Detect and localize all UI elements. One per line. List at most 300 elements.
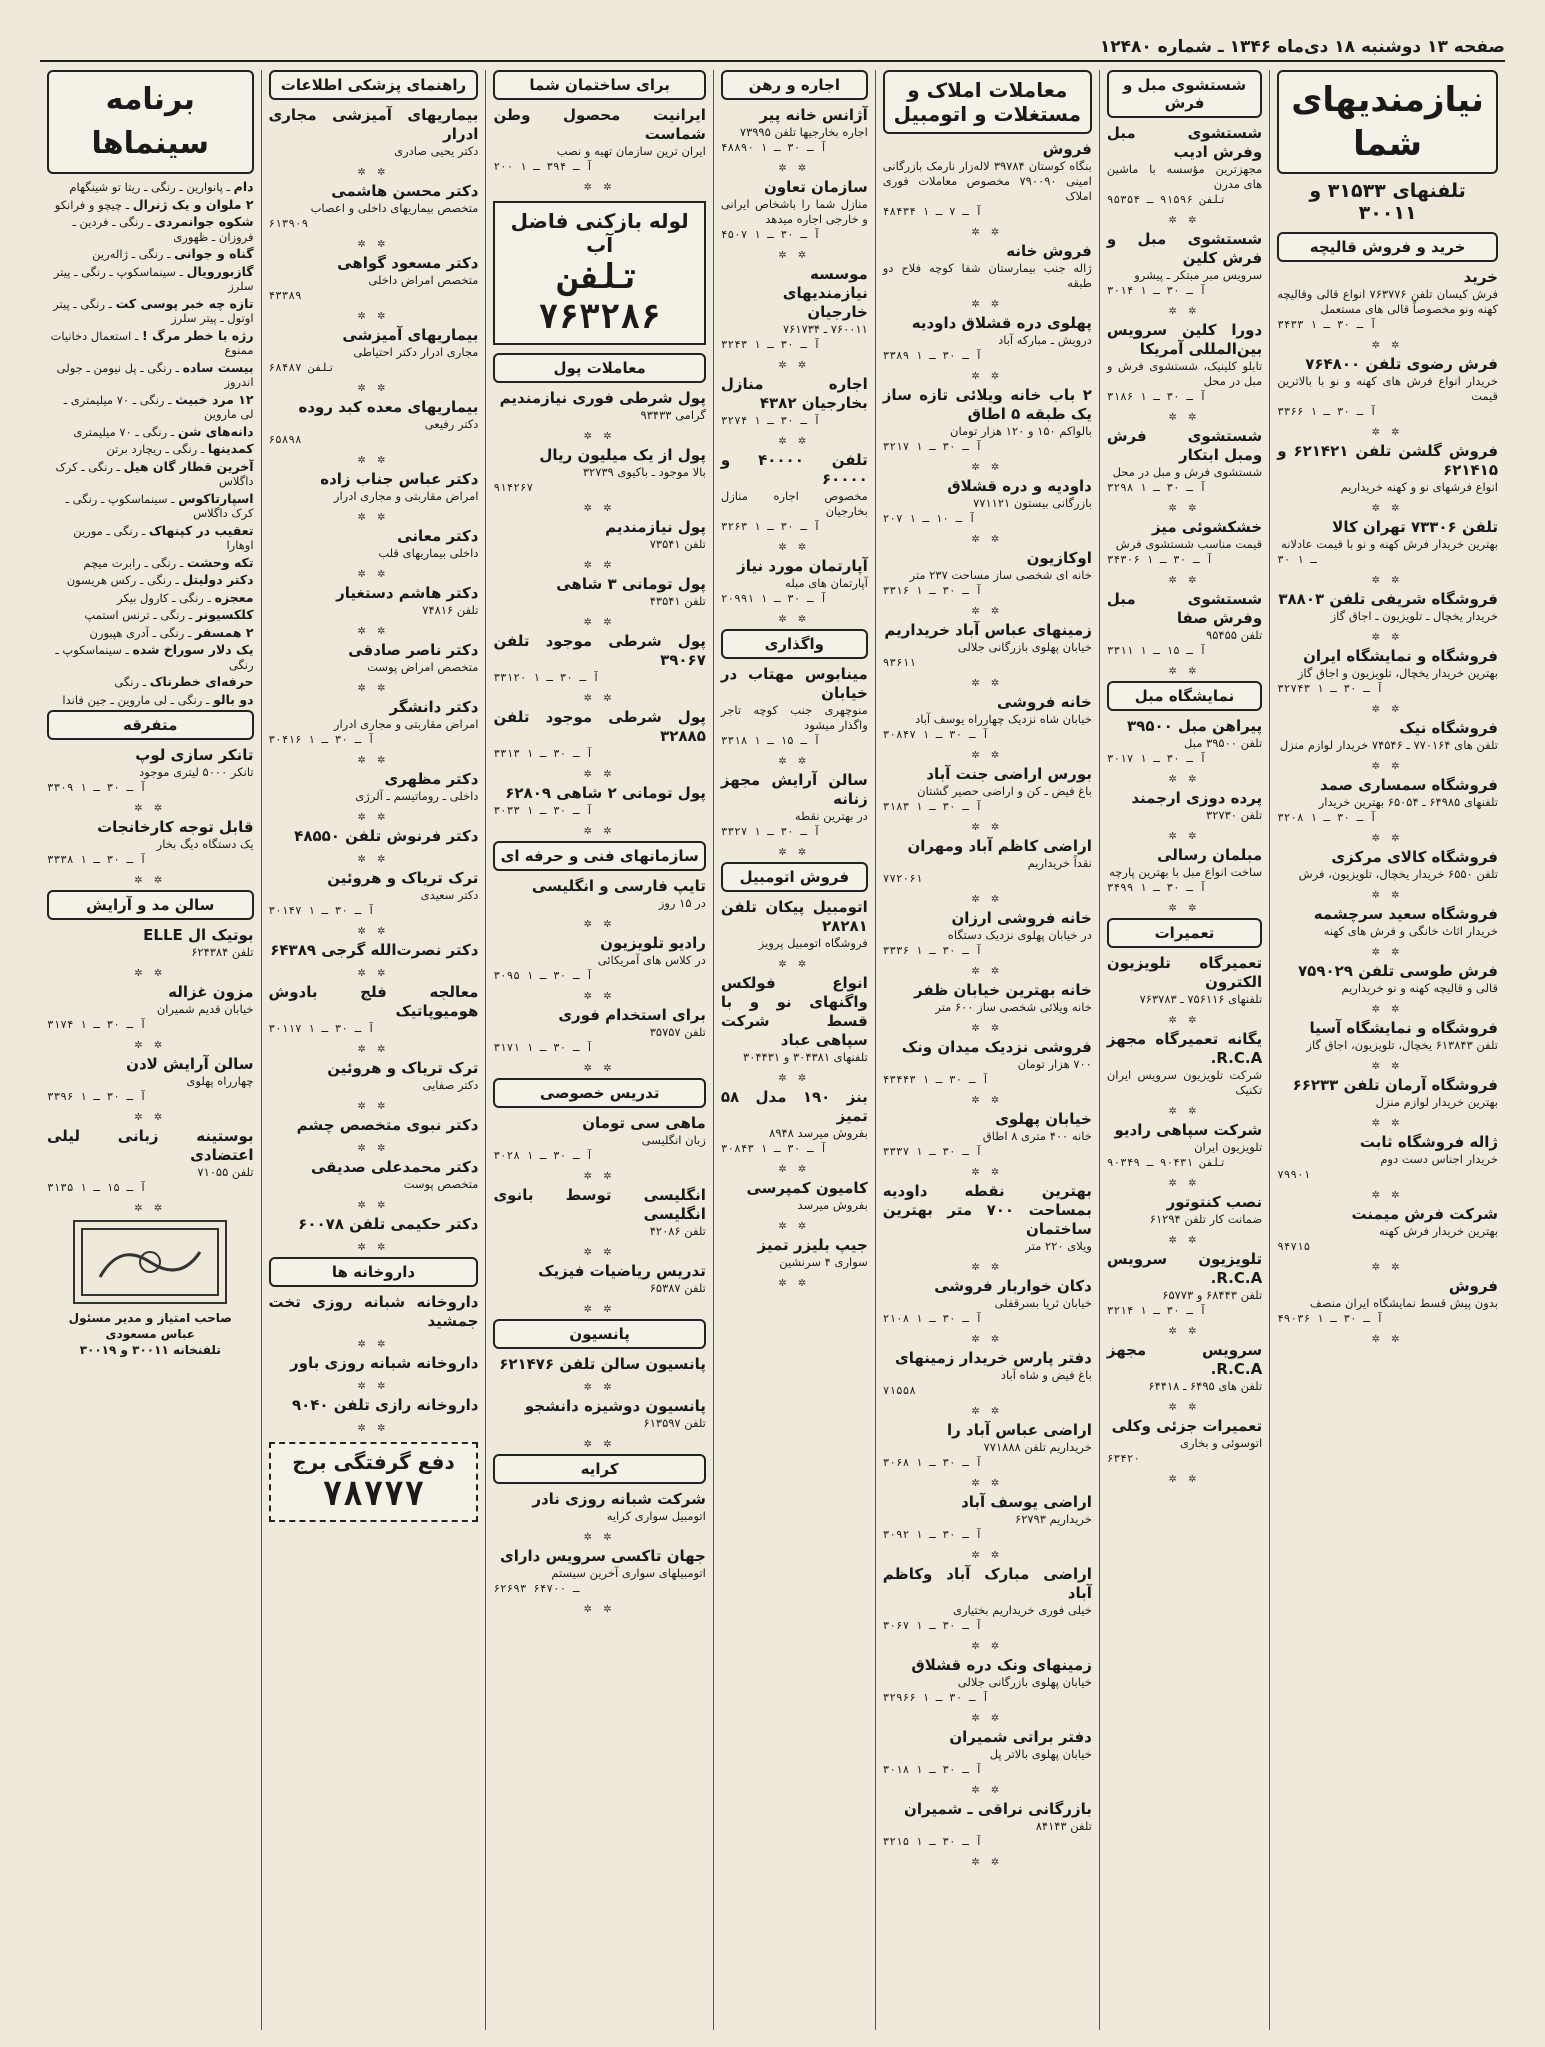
ad-code: ۳۱۷۱ آ ـ ۳۰ ـ ۱ [493, 1041, 593, 1054]
classified-ad [493, 1547, 705, 1599]
ad-separator: ✲ ✲ [583, 769, 616, 780]
ad-text: بهترین خریدار فرش کهنه [1379, 1224, 1498, 1238]
ad-code: ۳۰۸۴۷ آ ـ ۳۰ ـ ۱ [882, 728, 989, 741]
ad-text: متخصص پوست [403, 1177, 479, 1191]
ad-heading: برای استخدام فوری [558, 1006, 706, 1024]
ad-code: ۳۲۷۴ آ ـ ۳۰ ـ ۱ [720, 414, 821, 427]
ad-text: تلفن ۷۱۰۵۵ [197, 1165, 254, 1179]
ad-code: ۳۲۶۳ آ ـ ۳۰ ـ ۱ [720, 520, 821, 533]
ad-text: داخلی ـ روماتیسم ـ آلرژی [355, 789, 479, 803]
classified-ad [47, 1127, 254, 1198]
ad-code: ۳۰ ـ ۱ [1277, 553, 1317, 566]
ad-code: ۳۲۱۴ آ ـ ۳۰ ـ ۱ [1106, 1304, 1207, 1317]
ad-separator: ✲ ✲ [583, 1304, 616, 1315]
ad-separator: ✲ ✲ [357, 311, 390, 322]
ad-code: ۳۰۸۴۳ آ ـ ۳۰ ـ ۱ [720, 1142, 827, 1155]
ad-code: ۳۲۱۵ آ ـ ۳۰ ـ ۱ [882, 1835, 983, 1848]
film-details: سینماسکوپ ـ رنگی [55, 643, 254, 672]
misc-ads-list [47, 746, 254, 886]
footer-line: صاحب امتیاز و مدیر مسئول [68, 1311, 232, 1325]
classified-ad [721, 1088, 868, 1159]
ad-heading: فروشگاه شریفی تلفن ۳۸۸۰۳ [1278, 590, 1498, 608]
classified-ad [721, 106, 868, 158]
classified-ad [269, 254, 479, 306]
classified-ad [1277, 776, 1498, 828]
ad-heading: دکتر مظهری [384, 770, 479, 788]
classified-ad [47, 818, 254, 870]
ad-separator: ✲ ✲ [583, 617, 616, 628]
ad-heading: دکتر محسن هاشمی [331, 182, 479, 200]
classified-ad [493, 1355, 705, 1377]
ad-text: خریداریم تلفن ۷۷۱۸۸۸ [983, 1440, 1092, 1454]
ad-heading: زمینهای عباس آباد خریداریم [884, 621, 1092, 639]
ad-text: دکتر صفایی [422, 1078, 479, 1092]
film-title: حرفه‌ای خطرناک [149, 674, 254, 689]
classified-ad [493, 1262, 705, 1299]
ad-separator: ✲ ✲ [1168, 1326, 1201, 1337]
classified-ad [721, 265, 868, 355]
ad-heading: پول از یک میلیون ریال [539, 446, 706, 464]
footer-line: عباس مسعودی [105, 1327, 195, 1341]
classified-ad [493, 1490, 705, 1527]
ad-heading: جیپ بلیزر تمیز [757, 1236, 868, 1254]
pharmacy-ads-list [269, 1293, 479, 1434]
section-repairs: تعمیرات [1107, 918, 1262, 948]
classified-ad [721, 451, 868, 537]
ad-separator: ✲ ✲ [357, 455, 390, 466]
ad-separator: ✲ ✲ [357, 755, 390, 766]
ad-heading: اراضی کاظم آباد ومهران [907, 837, 1092, 855]
ad-text: ۷۰۰ هزار تومان [1017, 1057, 1092, 1071]
ad-heading: انگلیسی توسط بانوی انگلیسی [493, 1186, 706, 1223]
classified-ad [269, 527, 479, 564]
ad-separator: ✲ ✲ [583, 1604, 616, 1615]
ad-code: ۳۲۷۴۳ آ ـ ۳۰ ـ ۱ [1277, 682, 1384, 695]
ad-heading: دفتر پارس خریدار زمینهای [894, 1349, 1092, 1367]
ad-code: ۳۳۳۷ آ ـ ۳۰ ـ ۱ [882, 1145, 983, 1158]
ad-separator: ✲ ✲ [1371, 503, 1404, 514]
ad-code: ۲۱۰۸ آ ـ ۳۰ ـ ۱ [882, 1312, 983, 1325]
ettelaat-logo [73, 1220, 227, 1304]
film-details: رنگی ـ فردین ـ فروزان ـ ظهوری [72, 215, 254, 244]
classified-ad [493, 106, 705, 177]
column-rent [713, 70, 875, 2030]
film-details: رنگی ـ مورین اوهارا [73, 523, 254, 552]
ad-separator: ✲ ✲ [778, 614, 811, 625]
classified-ad [883, 140, 1092, 222]
ad-heading: پول شرطی موجود تلفن ۳۹۰۶۷ [493, 632, 706, 669]
ad-code: ۴۵۰۷ آ ـ ۳۰ ـ ۱ [720, 228, 821, 241]
car-ads-list [721, 898, 868, 1289]
film-title: اسپارتاکوس [178, 490, 254, 506]
ad-text: چهارراه پهلوی [186, 1074, 254, 1088]
classified-ad [269, 1059, 479, 1096]
ad-heading: فروش خانه [1006, 242, 1092, 260]
ad-heading: دکتر نبوی متخصص چشم [296, 1116, 479, 1134]
film-details: پانوارین ـ رنگی ـ ریتا تو شینگهام [69, 180, 223, 194]
ad-heading: پول تومانی ۳ شاهی [556, 575, 706, 593]
ad-separator: ✲ ✲ [357, 383, 390, 394]
ad-heading: اراضی یوسف آباد [961, 1493, 1092, 1511]
classified-ad [883, 549, 1092, 601]
classified-ad [1107, 518, 1262, 570]
ad-heading: خیابان پهلوی [995, 1110, 1092, 1128]
ad-separator: ✲ ✲ [778, 360, 811, 371]
ad-separator: ✲ ✲ [134, 968, 167, 979]
ad-heading: ژاله فروشگاه ثابت [1359, 1133, 1498, 1151]
ad-separator: ✲ ✲ [1168, 774, 1201, 785]
ad-text: بالواکم ۱۵۰ و ۱۲۰ هزار تومان [950, 424, 1092, 438]
ad-code: ۳۱۸۶ آ ـ ۳۰ ـ ۱ [1106, 390, 1207, 403]
film-title: تازه چه خبر پوسی کت [115, 295, 254, 311]
ad-separator: ✲ ✲ [1371, 340, 1404, 351]
ad-separator: ✲ ✲ [1371, 833, 1404, 844]
ad-heading: شرکت شبانه روزی نادر [532, 1490, 706, 1508]
cinema-listing: دکتر دولیتل ـ رنگی ـ رکس هریسون [66, 572, 254, 587]
ad-separator: ✲ ✲ [583, 1439, 616, 1450]
classified-ad [493, 784, 705, 821]
ad-text: تلفن ۳۹۵۰۰ مبل [1184, 736, 1263, 750]
ad-separator: ✲ ✲ [1371, 1061, 1404, 1072]
classified-ad [883, 1728, 1092, 1780]
ad-text: تلفن ۶۱۳۵۹۷ [643, 1416, 706, 1430]
ad-code: ۳۲۹۶۶ آ ـ ۳۰ ـ ۱ [882, 1691, 989, 1704]
film-title: ۱۲ مرد خبیث [175, 391, 254, 407]
classified-ad [721, 771, 868, 842]
medical-ads-list [269, 106, 479, 1253]
ad-heading: شستشوی مبل وفرش صفا [1106, 590, 1263, 627]
column-services [1099, 70, 1269, 2030]
ad-separator: ✲ ✲ [134, 803, 167, 814]
ad-text: خانه ۴۰۰ متری ۸ اطاق [982, 1129, 1092, 1143]
ad-separator: ✲ ✲ [1168, 306, 1201, 317]
ad-text: خانه ای شخصی ساز مساحت ۲۳۷ متر [909, 568, 1092, 582]
ad-text: یک دستگاه دیگ بخار [156, 837, 254, 851]
ad-text: خیابان قدیم شمیران [156, 1002, 254, 1016]
ad-separator: ✲ ✲ [583, 1247, 616, 1258]
ad-code: ۶۳۴۲۰ [1106, 1452, 1140, 1465]
column-needs [1269, 70, 1505, 2030]
ad-separator: ✲ ✲ [971, 822, 1004, 833]
ad-code: ۴۳۳۸۹ [268, 289, 302, 302]
film-title: شکوه جوانمردی [154, 214, 254, 229]
cinema-listing: کلکسیونر ـ رنگی ـ ترنس استمپ [84, 607, 254, 622]
ad-heading: شرکت فرش میمنت [1351, 1205, 1498, 1223]
ad-heading: کامیون کمپرسی [746, 1179, 868, 1197]
classified-ad [883, 1800, 1092, 1852]
film-title: رژه با خطر مرگ ! [141, 327, 254, 343]
ad-code: ۳۲۹۸ آ ـ ۳۰ ـ ۱ [1106, 481, 1207, 494]
classified-ad [1277, 1277, 1498, 1329]
ad-text: بفروش میرسد [797, 1198, 868, 1212]
film-details: رنگی ـ کارول بیکر [117, 590, 204, 605]
property-ads-list [883, 140, 1092, 1868]
ad-heading: قابل توجه کارخانجات [97, 818, 254, 836]
ad-text: باغ فیض ـ کن و اراضی حصیر گشتان [917, 784, 1092, 798]
ad-heading: مزون غزاله [168, 983, 254, 1001]
ad-text: خیلی فوری خریداریم بختیاری [953, 1603, 1092, 1617]
classified-ad [269, 106, 479, 162]
film-title: دو بالو [213, 691, 254, 707]
ad-text: خریداریم ۶۲۷۹۳ [1015, 1512, 1092, 1526]
ad-text: در بهترین نقطه [794, 809, 868, 823]
ad-code: ۴۸۸۹۰ آ ـ ۳۰ ـ ۱ [720, 141, 827, 154]
ad-heading: جهان تاکسی سرویس دارای [500, 1547, 706, 1565]
ad-separator: ✲ ✲ [583, 693, 616, 704]
ad-separator: ✲ ✲ [1371, 761, 1404, 772]
ad-separator: ✲ ✲ [134, 1112, 167, 1123]
ad-separator: ✲ ✲ [778, 959, 811, 970]
ad-separator: ✲ ✲ [583, 1063, 616, 1074]
classified-ad [721, 1236, 868, 1273]
ad-separator: ✲ ✲ [357, 1143, 390, 1154]
section-transfer: واگذاری [721, 629, 868, 659]
furniture-ads-list [1107, 717, 1262, 914]
film-details: چیچو و فرانکو [54, 197, 123, 212]
ad-text: ایران ترین سازمان تهیه و نصب [556, 144, 706, 158]
ad-code: ۳۰۱۴ آ ـ ۳۰ ـ ۱ [1106, 284, 1207, 297]
ad-heading: تعمیرگاه تلویزیون الکترون [1106, 954, 1263, 991]
ad-separator: ✲ ✲ [357, 512, 390, 523]
cinema-listing: آخرین قطار گان هیل ـ رنگی ـ کرک داگلاس [55, 458, 254, 488]
ad-separator: ✲ ✲ [778, 1221, 811, 1232]
ad-heading: فرش طوسی تلفن ۷۵۹۰۲۹ [1298, 962, 1498, 980]
ad-heading: فرش رضوی تلفن ۷۶۴۸۰۰ [1305, 355, 1498, 373]
ad-heading: معالجه فلج بادوش هومیوپاتیک [268, 983, 479, 1020]
ad-text: تلفن ۳۲۷۳۰ [1206, 808, 1263, 822]
ad-code: ۳۳۹۶ آ ـ ۳۰ ـ ۱ [46, 1090, 147, 1103]
ad-separator: ✲ ✲ [583, 182, 616, 193]
ad-separator: ✲ ✲ [778, 1278, 811, 1289]
ad-separator: ✲ ✲ [357, 1423, 390, 1434]
classified-ad [721, 974, 868, 1068]
ad-text: خریدار اثاث خانگی و فرش های کهنه [1323, 924, 1498, 938]
needs-phones: تلفنهای ۳۱۵۳۳ و ۳۰۰۱۱ [1309, 180, 1466, 224]
ad-heading: شرکت سپاهی رادیو [1114, 1121, 1263, 1139]
ad-separator: ✲ ✲ [778, 756, 811, 767]
ad-code: ۶۱۳۹۰۹ [268, 217, 309, 230]
ad-text: خریدار انواع فرش های کهنه و نو با بالاترین قیمت [1277, 374, 1498, 403]
cinema-listing: ۲ همسفر ـ رنگی ـ آدری هپبورن [89, 624, 254, 640]
ad-code: ۴۸۴۳۴ آ ـ ۷ ـ ۱ [882, 205, 983, 218]
section-salon: سالن مد و آرایش [47, 890, 254, 920]
ad-heading: دورا کلین سرویس بین‌المللی آمریکا [1106, 321, 1263, 358]
cinema-listing: تکه وحشت ـ رنگی ـ رابرت میچم [83, 554, 254, 570]
logo-icon [80, 1227, 220, 1297]
ad-code: ۲۰۹۹۱ آ ـ ۳۰ ـ ۱ [720, 592, 827, 605]
cinema-listing: گازبورویال ـ سینماسکوپ ـ رنگی ـ پیتر سلرز [53, 263, 254, 293]
cinema-listing: بیست ساده ـ رنگی ـ پل نیومن ـ جولی اندروز [56, 359, 254, 389]
classified-ad [269, 869, 479, 921]
film-title: تکه وحشت [186, 554, 254, 570]
ad-separator: ✲ ✲ [357, 1242, 390, 1253]
ad-text: شرکت تلویزیون سرویس ایران تکنیک [1106, 1068, 1263, 1097]
ad-heading: سالن آرایش مجهز زنانه [720, 771, 868, 808]
ad-heading: فروشگاه سعید سرچشمه [1313, 905, 1498, 923]
ad-text: منازل شما را باشخاص ایرانی و خارجی اجاره میدهد [720, 197, 868, 226]
ad-code: ۴۳۴۴۳ آ ـ ۳۰ ـ ۱ [882, 1073, 989, 1086]
ad-code: تلفن ۹۰۴۳۱ ـ ۹۰۳۴۹ [1106, 1156, 1227, 1169]
column-building [485, 70, 712, 2030]
classified-ad [269, 182, 479, 234]
classified-ad [269, 770, 479, 807]
ad-text: تلفنهای ۷۵۶۱۱۶ ـ ۷۶۳۷۸۳ [1139, 992, 1263, 1006]
classified-ad [721, 178, 868, 245]
ad-text: تلفن ۴۳۵۴۱ [649, 594, 706, 608]
classified-ad [493, 1114, 705, 1166]
ad-code: ۳۲۴۳ آ ـ ۳۰ ـ ۱ [720, 338, 821, 351]
classified-ad [721, 557, 868, 609]
classified-ad [269, 470, 479, 507]
classified-ad [883, 837, 1092, 889]
ad-text: در خیابان پهلوی نزدیک دستگاه [947, 928, 1092, 942]
ad-heading: تلفن ۷۳۳۰۶ تهران کالا [1332, 518, 1498, 536]
classified-ad [1107, 1193, 1262, 1230]
ad-text: تلفن ۸۴۱۴۳ [1035, 1819, 1092, 1833]
ad-text: متخصص امراض داخلی [368, 273, 479, 287]
ad-separator: ✲ ✲ [1371, 427, 1404, 438]
ad-text: فروشگاه اتومبیل پرویز [758, 936, 868, 950]
ad-code: ۳۰۹۲ آ ـ ۳۰ ـ ۱ [882, 1528, 983, 1541]
ad-separator: ✲ ✲ [971, 1857, 1004, 1868]
ad-text: بهترین خریدار لوازم منزل [1375, 1095, 1498, 1109]
ad-text: ساخت انواع مبل با بهترین پارچه [1109, 865, 1263, 879]
classified-ad [269, 827, 479, 849]
ad-separator: ✲ ✲ [971, 534, 1004, 545]
ad-text: تلویزیون ایران [1194, 1140, 1263, 1154]
ad-separator: ✲ ✲ [357, 626, 390, 637]
classified-ad [883, 1349, 1092, 1401]
classified-ad [493, 877, 705, 914]
section-rental-cars: کرایه [493, 1454, 705, 1484]
classified-ad [883, 477, 1092, 529]
column-property [875, 70, 1099, 2030]
classified-ad [1277, 1133, 1498, 1185]
ad-heading: آپارتمان مورد نیاز [737, 557, 868, 575]
ad-text: متخصص بیماریهای داخلی و اعصاب [310, 201, 479, 215]
ad-separator: ✲ ✲ [971, 462, 1004, 473]
cinema-listing: شکوه جوانمردی ـ رنگی ـ فردین ـ فروزان ـ ظهوری [72, 214, 254, 244]
ad-separator: ✲ ✲ [1168, 1235, 1201, 1246]
ad-text: بفروش میرسد ۸۹۴۸ [769, 1126, 868, 1140]
ad-heading: تانکر سازی لوپ [135, 746, 254, 764]
classified-ad [493, 1397, 705, 1434]
ad-heading: اجاره منازل بخارجیان ۴۳۸۲ [720, 375, 868, 412]
ad-code: ۳۳۸۹ آ ـ ۳۰ ـ ۱ [882, 349, 983, 362]
ad-heading: خشکشوئی میز [1151, 518, 1263, 536]
ad-heading: دکتر عباس جناب زاده [320, 470, 479, 488]
ad-heading: پهلوی دره قشلاق داودیه [911, 314, 1092, 332]
ad-text: بهترین خریدار یخچال، تلویزیون و اجاق گاز [1297, 666, 1498, 680]
film-details: رنگی ـ ۷۰ میلیمتری ـ لی ماروین [63, 392, 254, 421]
ad-separator: ✲ ✲ [134, 1203, 167, 1214]
ad-separator: ✲ ✲ [583, 1532, 616, 1543]
classified-ad [1107, 427, 1262, 498]
ad-code: ۳۳۶۶ آ ـ ۳۰ ـ ۱ [1277, 405, 1377, 418]
ad-separator: ✲ ✲ [134, 1040, 167, 1051]
ad-text: تلفن ۷۴۸۱۶ [422, 603, 479, 617]
classified-ad [883, 1277, 1092, 1329]
ad-text: بالا موجود ـ باکیوی ۳۲۷۳۹ [582, 465, 706, 479]
ad-separator: ✲ ✲ [583, 826, 616, 837]
ad-text: تلفن ۹۵۴۵۵ [1206, 628, 1263, 642]
film-details: سینماسکوپ ـ رنگی ـ کرک داگلاس [65, 491, 254, 520]
ad-heading: فروش [1042, 140, 1092, 158]
ad-separator: ✲ ✲ [971, 371, 1004, 382]
ad-code: ۳۳۳۸ آ ـ ۳۰ ـ ۱ [46, 853, 147, 866]
classified-ad [721, 665, 868, 751]
cinema-listing: دانه‌های شن ـ رنگی ـ ۷۰ میلیمتری [73, 423, 254, 439]
ad-heading: ایرانیت محصول وطن شماست [493, 106, 706, 143]
section-carpet: خرید و فروش قالیچه [1277, 232, 1498, 262]
ad-separator: ✲ ✲ [778, 847, 811, 858]
film-details: رنگی ـ ژاله‌رین [92, 247, 164, 261]
ad-heading: دکتر هاشم دستغیار [336, 584, 479, 602]
classified-ad [1277, 1205, 1498, 1257]
classified-ad [1107, 321, 1262, 407]
classified-ad [493, 518, 705, 555]
classified-ad [1277, 647, 1498, 699]
ad-code: ۶۲۶۹۳ ـ ۶۴۷۰۰ [493, 1582, 580, 1595]
ad-separator: ✲ ✲ [1371, 1004, 1404, 1015]
ad-heading: دکتر فرنوش تلفن ۴۸۵۵۰ [294, 827, 479, 845]
classified-ad [1107, 1250, 1262, 1321]
ad-code: ۳۳۰۹ آ ـ ۳۰ ـ ۱ [46, 781, 147, 794]
ad-code: ۳۰۱۱۷ آ ـ ۳۰ ـ ۱ [268, 1022, 375, 1035]
ad-heading: خانه فروشی [997, 693, 1092, 711]
ad-heading: دفتر براتی شمیران [949, 1728, 1092, 1746]
classified-ad [493, 708, 705, 764]
drain-box-title: لوله بازکنی فاضل آب [510, 209, 689, 257]
drain-box-ad [493, 201, 705, 345]
repair-ads-list [1107, 954, 1262, 1485]
section-pharmacy: داروخانه ها [269, 1257, 479, 1287]
classified-ad [883, 1038, 1092, 1090]
classified-ad [269, 698, 479, 750]
ad-heading: اراضی مبارک آباد وکاظم آباد [882, 1565, 1092, 1602]
ad-code: ۳۳۱۸ آ ـ ۱۵ ـ ۱ [720, 734, 821, 747]
ad-code: ۳۴۳۳ آ ـ ۳۰ ـ ۱ [1277, 318, 1377, 331]
ad-heading: داودیه و دره قشلاق [947, 477, 1092, 495]
classified-ad [883, 1493, 1092, 1545]
classified-ad [269, 1116, 479, 1138]
ad-text: تلفنهای ۶۴۹۸۵ ـ ۶۵۰۵۴ بهترین خریدار [1318, 795, 1498, 809]
ad-code: ۳۳۲۷ آ ـ ۳۰ ـ ۱ [720, 825, 821, 838]
film-title: دانه‌های شن [177, 423, 254, 439]
classified-ad [1107, 590, 1262, 661]
ad-separator: ✲ ✲ [1168, 831, 1201, 842]
ad-heading: فروشگاه و نمایشگاه آسیا [1309, 1019, 1498, 1037]
classified-ad [883, 242, 1092, 294]
technical-ads-list [493, 877, 705, 1074]
section-cars: فروش اتومبیل [721, 862, 868, 892]
cinema-listing: کمدینها ـ رنگی ـ ریچارد برتن [106, 441, 254, 456]
ad-separator: ✲ ✲ [583, 431, 616, 442]
ad-separator: ✲ ✲ [583, 1382, 616, 1393]
ad-separator: ✲ ✲ [1371, 632, 1404, 643]
film-title: بیست ساده [182, 359, 254, 375]
ad-code: ۷۱۵۵۸ [882, 1384, 916, 1397]
classified-ad [493, 632, 705, 688]
classified-ad [883, 1421, 1092, 1473]
ad-text: امراض مقاربتی و مجاری ادرار [333, 717, 479, 731]
classified-ad [1277, 590, 1498, 627]
ad-heading: سازمان تعاون [763, 178, 868, 196]
film-title: گازبورویال [186, 263, 254, 279]
ad-heading: بازرگانی نراقی ـ شمیران [904, 1800, 1092, 1818]
classified-ad [721, 898, 868, 954]
building-ads-list [493, 106, 705, 193]
